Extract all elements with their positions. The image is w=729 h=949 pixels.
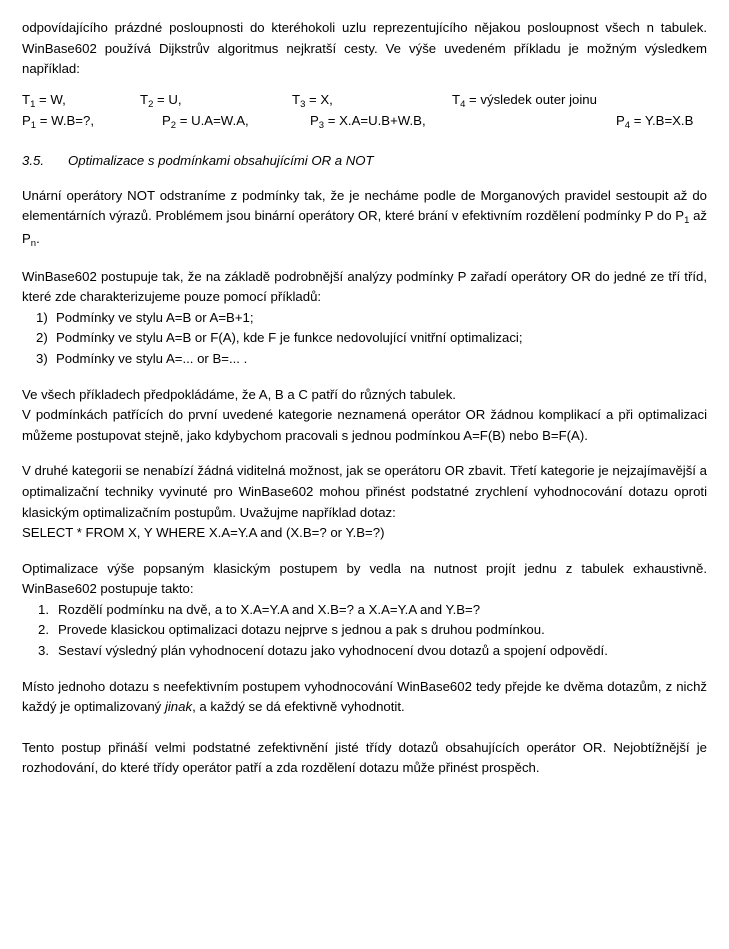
emphasis-jinak: jinak — [164, 699, 193, 715]
list-marker: 1. — [38, 601, 49, 617]
list-item — [22, 641, 707, 662]
list-item — [22, 600, 707, 621]
spacer — [22, 370, 707, 385]
paragraph-classic-optimization: Optimalizace výše popsaným klasickým postupem by vedla na nutnost projít jednu z tabulek exhaustivně. WinBase602 postupuje takto: — [22, 560, 707, 597]
list-marker: 3) — [36, 350, 48, 366]
sql-query: SELECT * FROM X, Y WHERE X.A=Y.A and (X.B=? or Y.B=?) — [22, 525, 385, 541]
paragraph-second-third-category: V druhé kategorii se nenabízí žádná viditelná možnost, jak se operátoru OR zbavit. Třetí kategorie je nejzajímavější a optimalizační techniky vyvinuté pro WinBase602 mohou přinést podstatné zrychlení vyhodnocování dotazu oproti klasickým optimalizačním postupům. Uvažujme například dotaz: — [22, 463, 707, 520]
list-marker: 2) — [36, 330, 48, 346]
spacer — [22, 718, 707, 738]
section-heading — [22, 151, 707, 171]
formula-t4: $T_4$ = výsledek outer joinu — [452, 91, 597, 110]
formula-p3: $P_3 = X.A=U.B+W.B$, — [310, 112, 426, 131]
formula-t3: $T_3 = X$, — [292, 91, 333, 110]
list-text: Podmínky ve stylu A=... or B=... . — [56, 350, 248, 366]
spacer — [22, 131, 707, 151]
spacer — [22, 446, 707, 461]
section-number: 3.5. — [22, 152, 44, 168]
paragraph-not-operators: Unární operátory NOT odstraníme z podmínky tak, že je necháme podle de Morganových pravidel sestoupit až do elementárních výrazů. Problémem jsou binární operátory OR, které brání v efektivním rozdělení podmínky P do $P_1$ až $P_n$. — [22, 187, 707, 249]
list-text: Podmínky ve stylu A=B or A=B+1; — [56, 309, 254, 325]
list-text: Podmínky ve stylu A=B or F(A), kde F je funkce nedovolující vnitřní optimalizaci; — [56, 330, 523, 346]
procedure-list — [22, 600, 707, 662]
list-text: Sestaví výsledný plán vyhodnocení dotazu jako vyhodnocení dvou dotazů a spojení odpovědí. — [58, 643, 608, 659]
spacer — [22, 544, 707, 559]
formula-t2: $T_2 = U$, — [140, 91, 182, 110]
list-item — [22, 620, 707, 641]
paragraph-conclusion: Tento postup přináší velmi podstatné zefektivnění jisté třídy dotazů obsahujících operátor OR. Nejobtížnější je rozhodování, do které třídy operátor patří a zda rozdělení dotazu může přinést prospěch. — [22, 739, 707, 776]
formula-p2: $P_2 = U.A=W.A$, — [162, 112, 249, 131]
list-marker: 1) — [36, 309, 48, 325]
paragraph-two-queries: Místo jednoho dotazu s neefektivním postupem vyhodnocování WinBase602 tedy přejde ke dvěma dotazům, z nichž každý je optimalizovaný jinak, a každý se dá efektivně vyhodnotit. — [22, 678, 707, 715]
formula-p4: $P_4 = Y.B=X.B$ — [616, 112, 694, 131]
formula-p1: $P_1 = W.B=$?, — [22, 112, 95, 131]
list-marker: 2. — [38, 622, 49, 638]
list-text: Rozdělí podmínku na dvě, a to X.A=Y.A and X.B=? a X.A=Y.A and Y.B=? — [58, 601, 481, 617]
spacer — [22, 171, 707, 186]
section-title: Optimalizace s podmínkami obsahujícími OR a NOT — [68, 152, 374, 168]
intro-paragraph: odpovídajícího prázdné posloupnosti do kteréhokoli uzlu reprezentujícího nějakou posloupnost všech n tabulek. WinBase602 používá Dijkstrův algoritmus nejkratší cesty. Ve výše uvedeném příkladu je možným výsledkem například: — [22, 20, 707, 77]
formula-row-p — [22, 110, 707, 131]
list-item — [22, 308, 707, 329]
spacer — [22, 662, 707, 677]
paragraph-tables-note: Ve všech příkladech předpokládáme, že A, B a C patří do různých tabulek. — [22, 386, 456, 402]
paragraph-first-category: V podmínkách patřících do první uvedené kategorie neznamená operátor OR žádnou komplikací a při optimalizaci můžeme postupovat stejně, jako kdybychom pracovali s jednou podmínkou A=F(B) nebo B=F(A). — [22, 407, 707, 443]
spacer — [22, 252, 707, 267]
spacer — [22, 80, 707, 89]
paragraph-or-classes: WinBase602 postupuje tak, že na základě podrobnější analýzy podmínky P zařadí operátory OR do jedné ze tří tříd, které zde charakterizujeme pouze pomocí příkladů: — [22, 268, 707, 305]
list-item — [22, 349, 707, 370]
list-marker: 3. — [38, 643, 49, 659]
or-class-list — [22, 308, 707, 370]
list-text: Provede klasickou optimalizaci dotazu nejprve s jednou a pak s druhou podmínkou. — [58, 622, 545, 638]
formula-t1: $T_1 = W$, — [22, 91, 66, 110]
formula-row-t — [22, 89, 707, 110]
list-item — [22, 328, 707, 349]
